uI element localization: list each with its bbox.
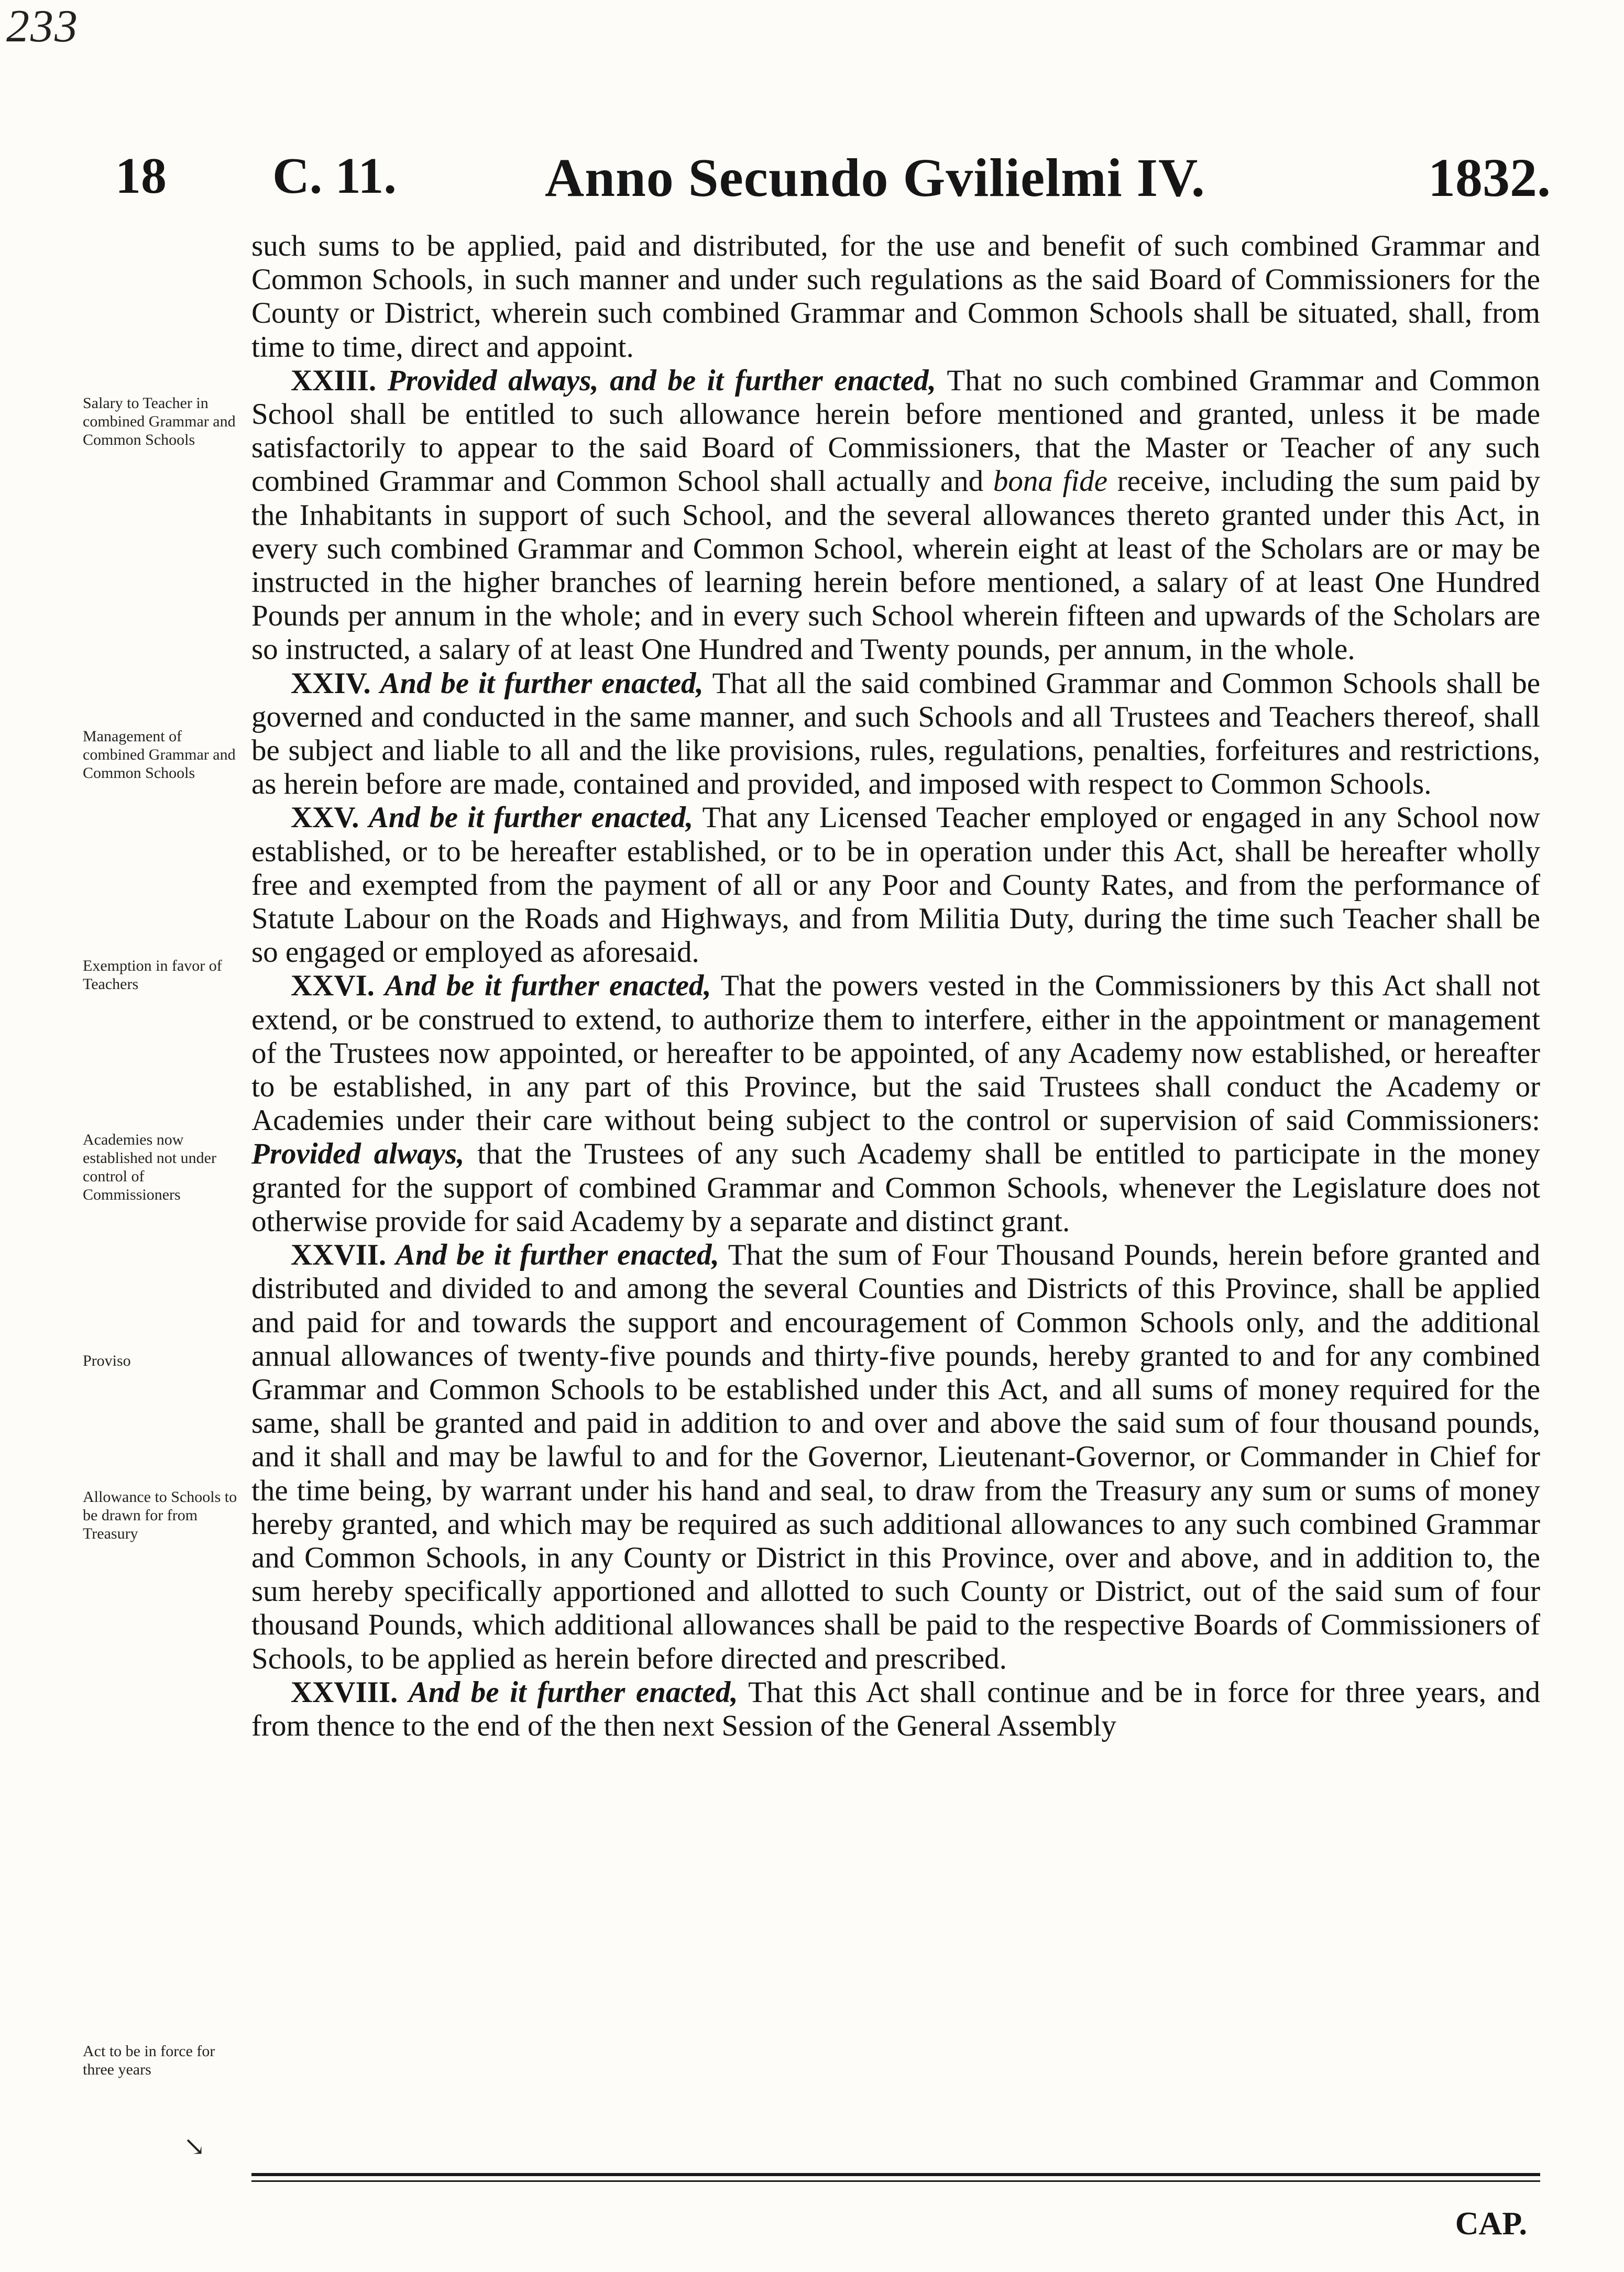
section-number: XXVII.: [291, 1238, 387, 1272]
section-25: [251, 801, 1540, 969]
section-text: That all the said combined Grammar and Common Schools shall be governed and conducted in the same manner, and such Schools and all Trustees and Teachers thereof, shall be subject and liable to all and the like provisions, rules, regulations, penalties, forfeitures and restrictions, as herein before are made, contained and provided, and imposed with respect to Common Schools.: [251, 666, 1540, 801]
running-header: [115, 147, 1551, 215]
section-number: XXVI.: [291, 969, 375, 1003]
chapter-number: C. 11.: [272, 148, 397, 204]
section-text-continued: that the Trustees of any such Academy shall be entitled to participate in the money granted for the support of combined Grammar and Common Schools, whenever the Legislature does not otherwise provide for said Academy by a separate and distinct grant.: [251, 1137, 1540, 1238]
enacting-clause: And be it further enacted,: [385, 969, 711, 1003]
section-text: That any Licensed Teacher employed or engaged in any School now established, or to be hereafter established, or to be in operation under this Act, shall be hereafter wholly free and exempted from the payment of all or any Poor and County Rates, and from the performance of Statute Labour on the Roads and Highways, and from Militia Duty, during the time such Teacher shall be so engaged or employed as aforesaid.: [251, 801, 1540, 969]
margin-note-proviso: Proviso: [83, 1352, 131, 1369]
page-title: Anno Secundo Gvilielmi IV.: [545, 148, 1205, 208]
section-number: XXV.: [291, 801, 359, 835]
closing-rule-thin: [251, 2180, 1540, 2182]
section-text: That the powers vested in the Commissioners by this Act shall not extend, or be construed to extend, to authorize them to interfere, either in the appointment or management of the Trustees now appointed, or hereafter to be appointed, of any Academy now established, or hereafter to be established, in any part of this Province, but the said Trustees shall conduct the Academy or Academies under their care without being subject to the control or supervision of said Commissioners:: [251, 969, 1541, 1137]
section-number: XXIV.: [291, 666, 371, 700]
margin-note-academies: Academies now established not under control of Commissioners: [83, 1131, 216, 1203]
enacting-clause: And be it further enacted,: [396, 1238, 719, 1272]
statute-body: [251, 229, 1540, 1743]
section-text: That this Act shall continue and be in force for three years, and from thence to the end of the then next Session of the General Assembly: [251, 1675, 1540, 1742]
section-26: [251, 969, 1540, 1238]
section-27: [251, 1238, 1540, 1676]
section-number: XXVIII.: [291, 1675, 398, 1709]
corner-scrawl: 233: [6, 1, 79, 52]
enacting-clause: And be it further enacted,: [380, 666, 704, 700]
section-text-continued: receive, including the sum paid by the Inhabitants in support of such School, and the several allowances thereto granted under this Act, in every such combined Grammar and Common School, wherein eight at least of the Scholars are or may be instructed in the higher branches of learning herein before mentioned, a salary of at least One Hundred Pounds per annum in the whole; and in every such School wherein fifteen and upwards of the Scholars are so instructed, a salary of at least One Hundred and Twenty pounds, per annum, in the whole.: [251, 465, 1540, 666]
paragraph-intro: such sums to be applied, paid and distributed, for the use and benefit of such combined Grammar and Common Schools, in such manner and under such regulations as the said Board of Commissioners for the County or District, wherein such combined Grammar and Common Schools shall be situated, shall, from time to time, direct and appoint.: [251, 229, 1540, 364]
margin-note-exemption: Exemption in favor of Teachers: [83, 957, 222, 993]
section-number: XXIII.: [291, 364, 377, 397]
proviso-clause: Provided always,: [251, 1137, 465, 1171]
enacting-clause: Provided always, and be it further enacted,: [387, 364, 936, 397]
italic-phrase: bona fide: [993, 465, 1108, 498]
margin-note-salary: Salary to Teacher in combined Grammar and Common Schools: [83, 394, 236, 448]
section-28: [251, 1676, 1540, 1743]
margin-mark-icon: ↘: [183, 2132, 205, 2161]
enacting-clause: And be it further enacted,: [368, 801, 694, 835]
margin-note-act-duration: Act to be in force for three years: [83, 2043, 215, 2078]
margin-note-allowance: Allowance to Schools to be drawn for from Treasury: [83, 1488, 237, 1542]
page-number: 18: [115, 148, 167, 204]
section-text: That the sum of Four Thousand Pounds, herein before granted and distributed and divided to and among the several Counties and Districts of this Province, shall be applied and paid for and towards the support and encouragement of Common Schools only, and the additional annual allowances of twenty-five pounds and thirty-five pounds, hereby granted to and for any combined Grammar and Common Schools to be established under this Act, and all sums of money required for the same, shall be granted and paid in addition to and over and above the said sum of four thousand pounds, and it shall and may be lawful to and for the Governor, Lieutenant-Governor, or Commander in Chief for the time being, by warrant under his hand and seal, to draw from the Treasury any sum or sums of money hereby granted, and which may be required as such additional allowances to any such combined Grammar and Common Schools, in any County or District in this Province, over and above, and in addition to, the sum hereby specifically apportioned and allotted to such County or District, out of the said sum of four thousand Pounds, which additional allowances shall be paid to the respective Boards of Commissioners of Schools, to be applied as herein before directed and prescribed.: [251, 1238, 1541, 1675]
section-24: [251, 667, 1540, 802]
section-23: [251, 364, 1540, 667]
enacting-clause: And be it further enacted,: [408, 1675, 738, 1709]
header-year: 1832.: [1428, 148, 1551, 208]
closing-rule: [251, 2173, 1540, 2176]
section-text: That no such combined Grammar and Common School shall be entitled to such allowance herein before mentioned and granted, unless it be made satisfactorily to appear to the said Board of Commissioners, that the Master or Teacher of any such combined Grammar and Common School shall actually and: [251, 364, 1541, 498]
catchword: CAP.: [1455, 2206, 1527, 2242]
margin-note-management: Management of combined Grammar and Common Schools: [83, 728, 236, 782]
